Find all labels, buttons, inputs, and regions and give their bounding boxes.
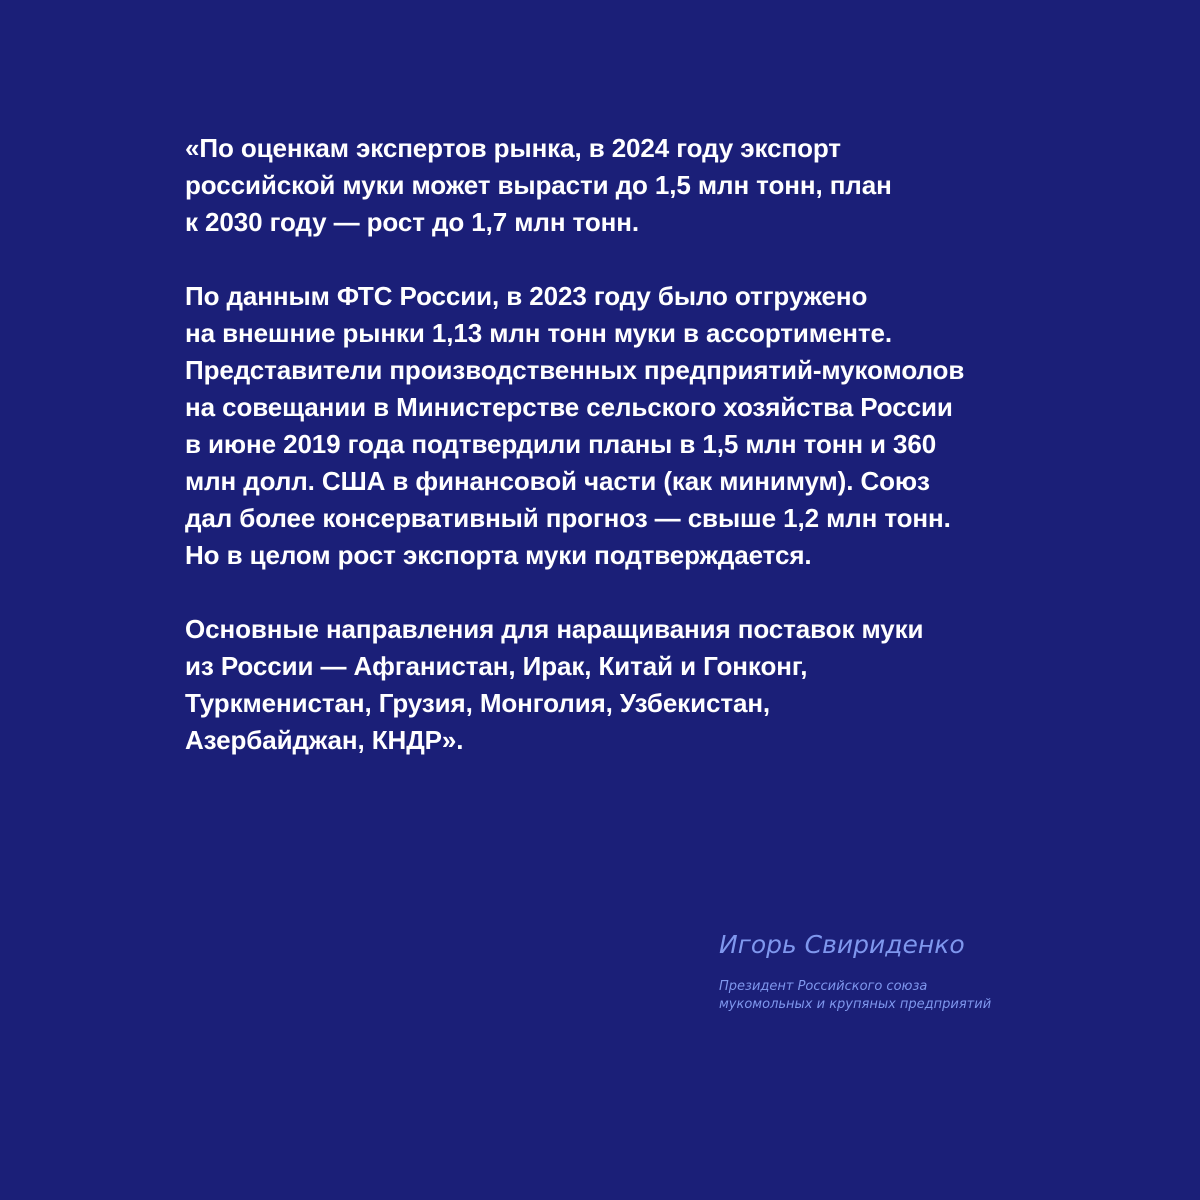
author-name: Игорь Свириденко <box>719 930 965 959</box>
quote-line: из России — Афганистан, Ирак, Китай и Гонконг, <box>185 651 808 681</box>
quote-paragraph <box>185 130 1085 241</box>
quote-line: российской муки может вырасти до 1,5 млн тонн, план <box>185 170 892 200</box>
quote-line: «По оценкам экспертов рынка, в 2024 году экспорт <box>185 133 841 163</box>
quote-line: Туркменистан, Грузия, Монголия, Узбекистан, <box>185 688 771 718</box>
quote-line: Основные направления для наращивания поставок муки <box>185 614 924 644</box>
quote-paragraph <box>185 278 1085 574</box>
quote-line: По данным ФТС России, в 2023 году было отгружено <box>185 281 868 311</box>
quote-line: Представители производственных предприятий-мукомолов <box>185 355 965 385</box>
quote-paragraph <box>185 611 1085 759</box>
quote-line: на внешние рынки 1,13 млн тонн муки в ассортименте. <box>185 318 893 348</box>
author-role-line: Президент Российского союза <box>719 979 928 994</box>
quote-line: в июне 2019 года подтвердили планы в 1,5 млн тонн и 360 <box>185 429 937 459</box>
quote-line: на совещании в Министерстве сельского хозяйства России <box>185 392 953 422</box>
quote-text <box>185 130 1085 796</box>
quote-line: к 2030 году — рост до 1,7 млн тонн. <box>185 207 639 237</box>
author-role <box>719 978 991 1014</box>
quote-line: млн долл. США в финансовой части (как минимум). Союз <box>185 466 930 496</box>
quote-line: дал более консервативный прогноз — свыше 1,2 млн тонн. <box>185 503 951 533</box>
quote-line: Азербайджан, КНДР». <box>185 725 464 755</box>
author-role-line: мукомольных и крупяных предприятий <box>719 997 992 1012</box>
quote-line: Но в целом рост экспорта муки подтверждается. <box>185 540 812 570</box>
